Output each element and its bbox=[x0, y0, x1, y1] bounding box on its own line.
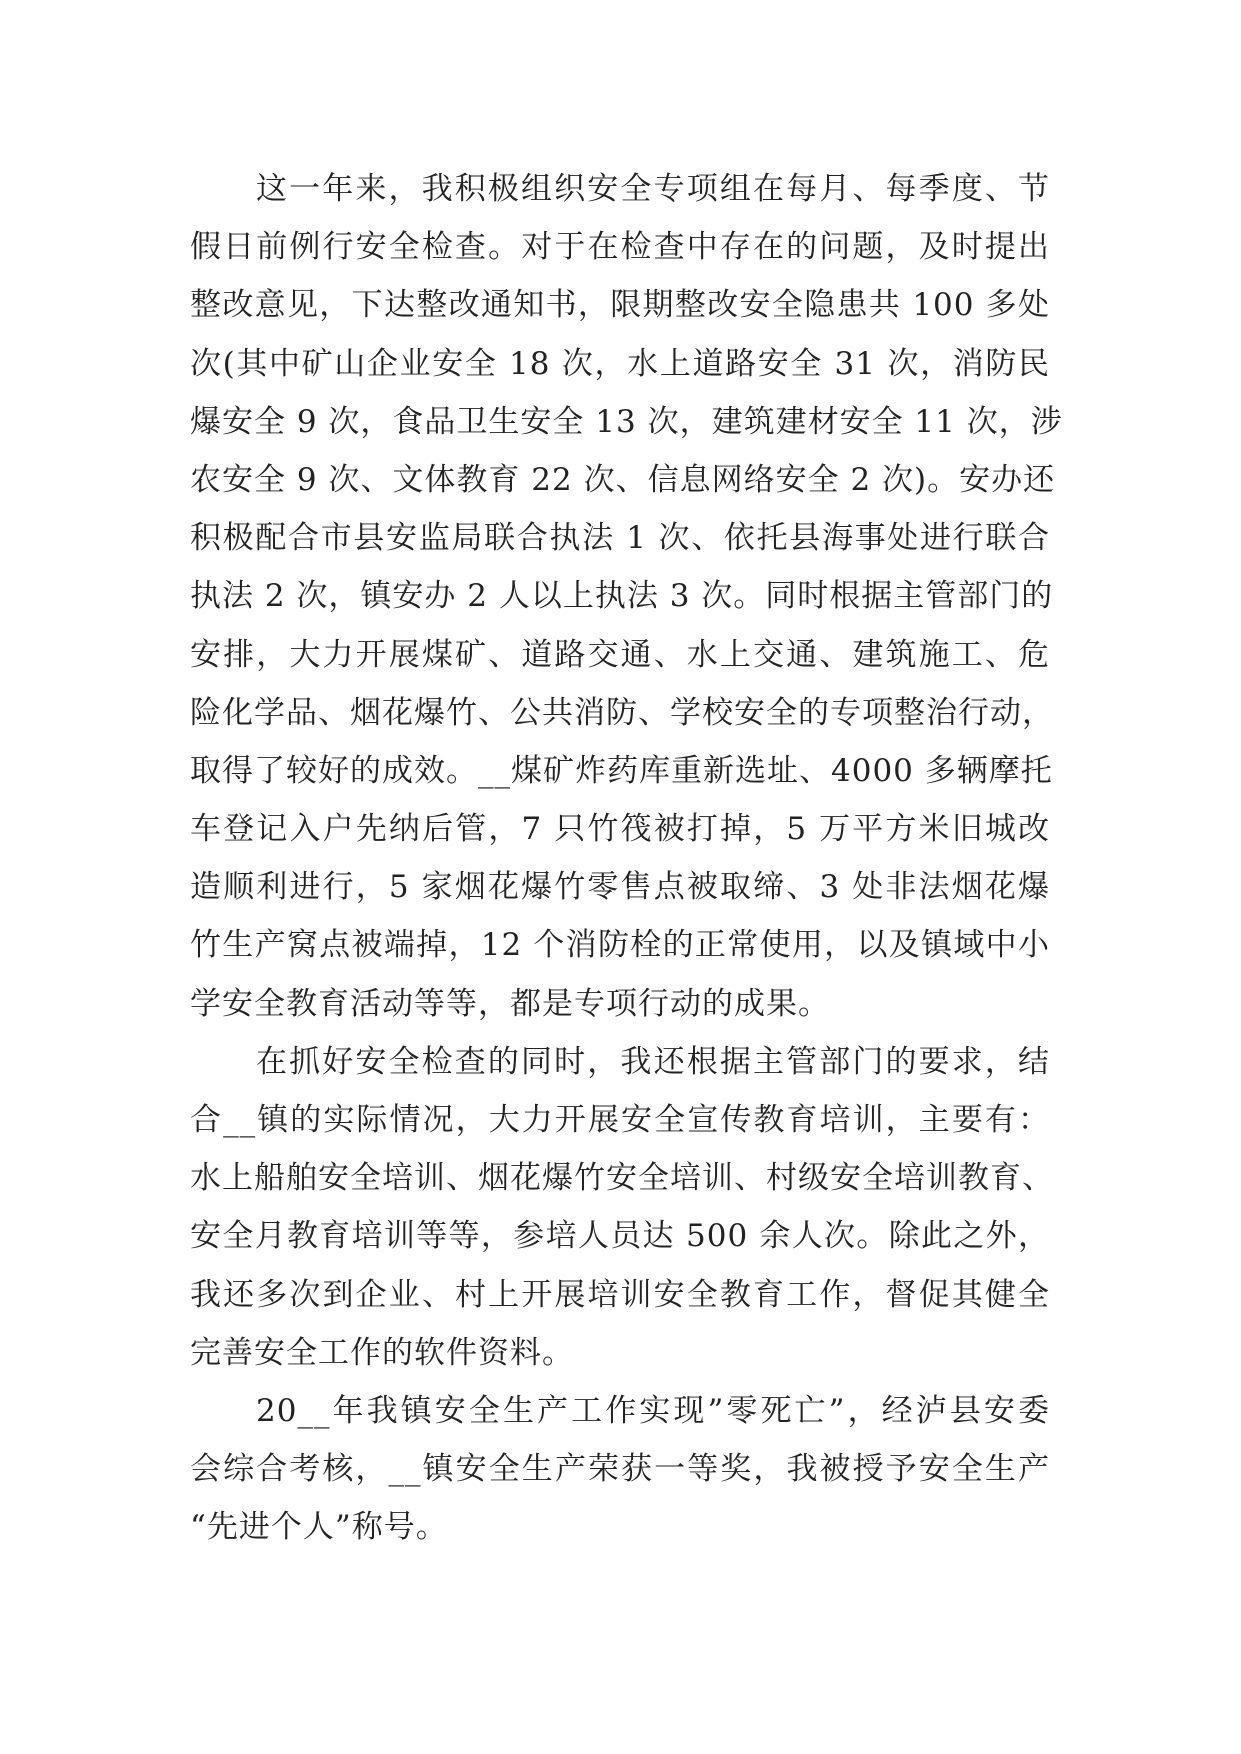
paragraph-line: 假日前例行安全检查。对于在检查中存在的问题，及时提出 bbox=[190, 229, 1050, 266]
paragraph-line: 合__镇的实际情况，大力开展安全宣传教育培训，主要有： bbox=[190, 1102, 1050, 1138]
document-body bbox=[190, 160, 1063, 1557]
paragraph-line: 水上船舶安全培训、烟花爆竹安全培训、村级安全培训教育、 bbox=[190, 1160, 1054, 1197]
paragraph-line: 学安全教育活动等等，都是专项行动的成果。 bbox=[190, 985, 830, 1022]
paragraph-line: 车登记入户先纳后管，7 只竹筏被打掉，5 万平方米旧城改 bbox=[190, 811, 1050, 848]
paragraph-line: 会综合考核，__镇安全生产荣获一等奖，我被授予安全生产 bbox=[190, 1451, 1050, 1488]
paragraph-line: 竹生产窝点被端掉，12 个消防栓的正常使用，以及镇域中小 bbox=[190, 927, 1050, 964]
paragraph-line: “先进个人”称号。 bbox=[190, 1509, 448, 1546]
paragraph-line: 执法 2 次，镇安办 2 人以上执法 3 次。同时根据主管部门的 bbox=[190, 578, 1054, 615]
paragraph-line: 农安全 9 次、文体教育 22 次、信息网络安全 2 次)。安办还 bbox=[190, 461, 1056, 498]
paragraph-line: 20__年我镇安全生产工作实现”零死亡”，经泸县安委 bbox=[256, 1392, 1050, 1429]
paragraph-2 bbox=[190, 1033, 1054, 1382]
paragraph-line: 在抓好安全检查的同时，我还根据主管部门的要求，结 bbox=[256, 1043, 1050, 1080]
paragraph-line: 我还多次到企业、村上开展培训安全教育工作，督促其健全 bbox=[190, 1276, 1050, 1313]
paragraph-1 bbox=[190, 160, 1063, 1033]
paragraph-line: 安全月教育培训等等，参培人员达 500 余人次。除此之外， bbox=[190, 1218, 1050, 1255]
paragraph-line: 造顺利进行，5 家烟花爆竹零售点被取缔、3 处非法烟花爆 bbox=[190, 869, 1050, 906]
paragraph-line: 险化学品、烟花爆竹、公共消防、学校安全的专项整治行动， bbox=[190, 694, 1054, 731]
paragraph-3 bbox=[190, 1382, 1050, 1557]
paragraph-line: 整改意见，下达整改通知书，限期整改安全隐患共 100 多处 bbox=[190, 287, 1050, 324]
paragraph-line: 积极配合市县安监局联合执法 1 次、依托县海事处进行联合 bbox=[190, 520, 1050, 557]
paragraph-line: 完善安全工作的软件资料。 bbox=[190, 1334, 574, 1371]
paragraph-line: 次(其中矿山企业安全 18 次，水上道路安全 31 次，消防民 bbox=[190, 345, 1050, 382]
paragraph-line: 爆安全 9 次，食品卫生安全 13 次，建筑建材安全 11 次，涉 bbox=[190, 403, 1063, 440]
paragraph-line: 取得了较好的成效。__煤矿炸药库重新选址、4000 多辆摩托 bbox=[190, 752, 1053, 789]
paragraph-line: 这一年来，我积极组织安全专项组在每月、每季度、节 bbox=[256, 171, 1050, 207]
paragraph-line: 安排，大力开展煤矿、道路交通、水上交通、建筑施工、危 bbox=[190, 636, 1050, 673]
